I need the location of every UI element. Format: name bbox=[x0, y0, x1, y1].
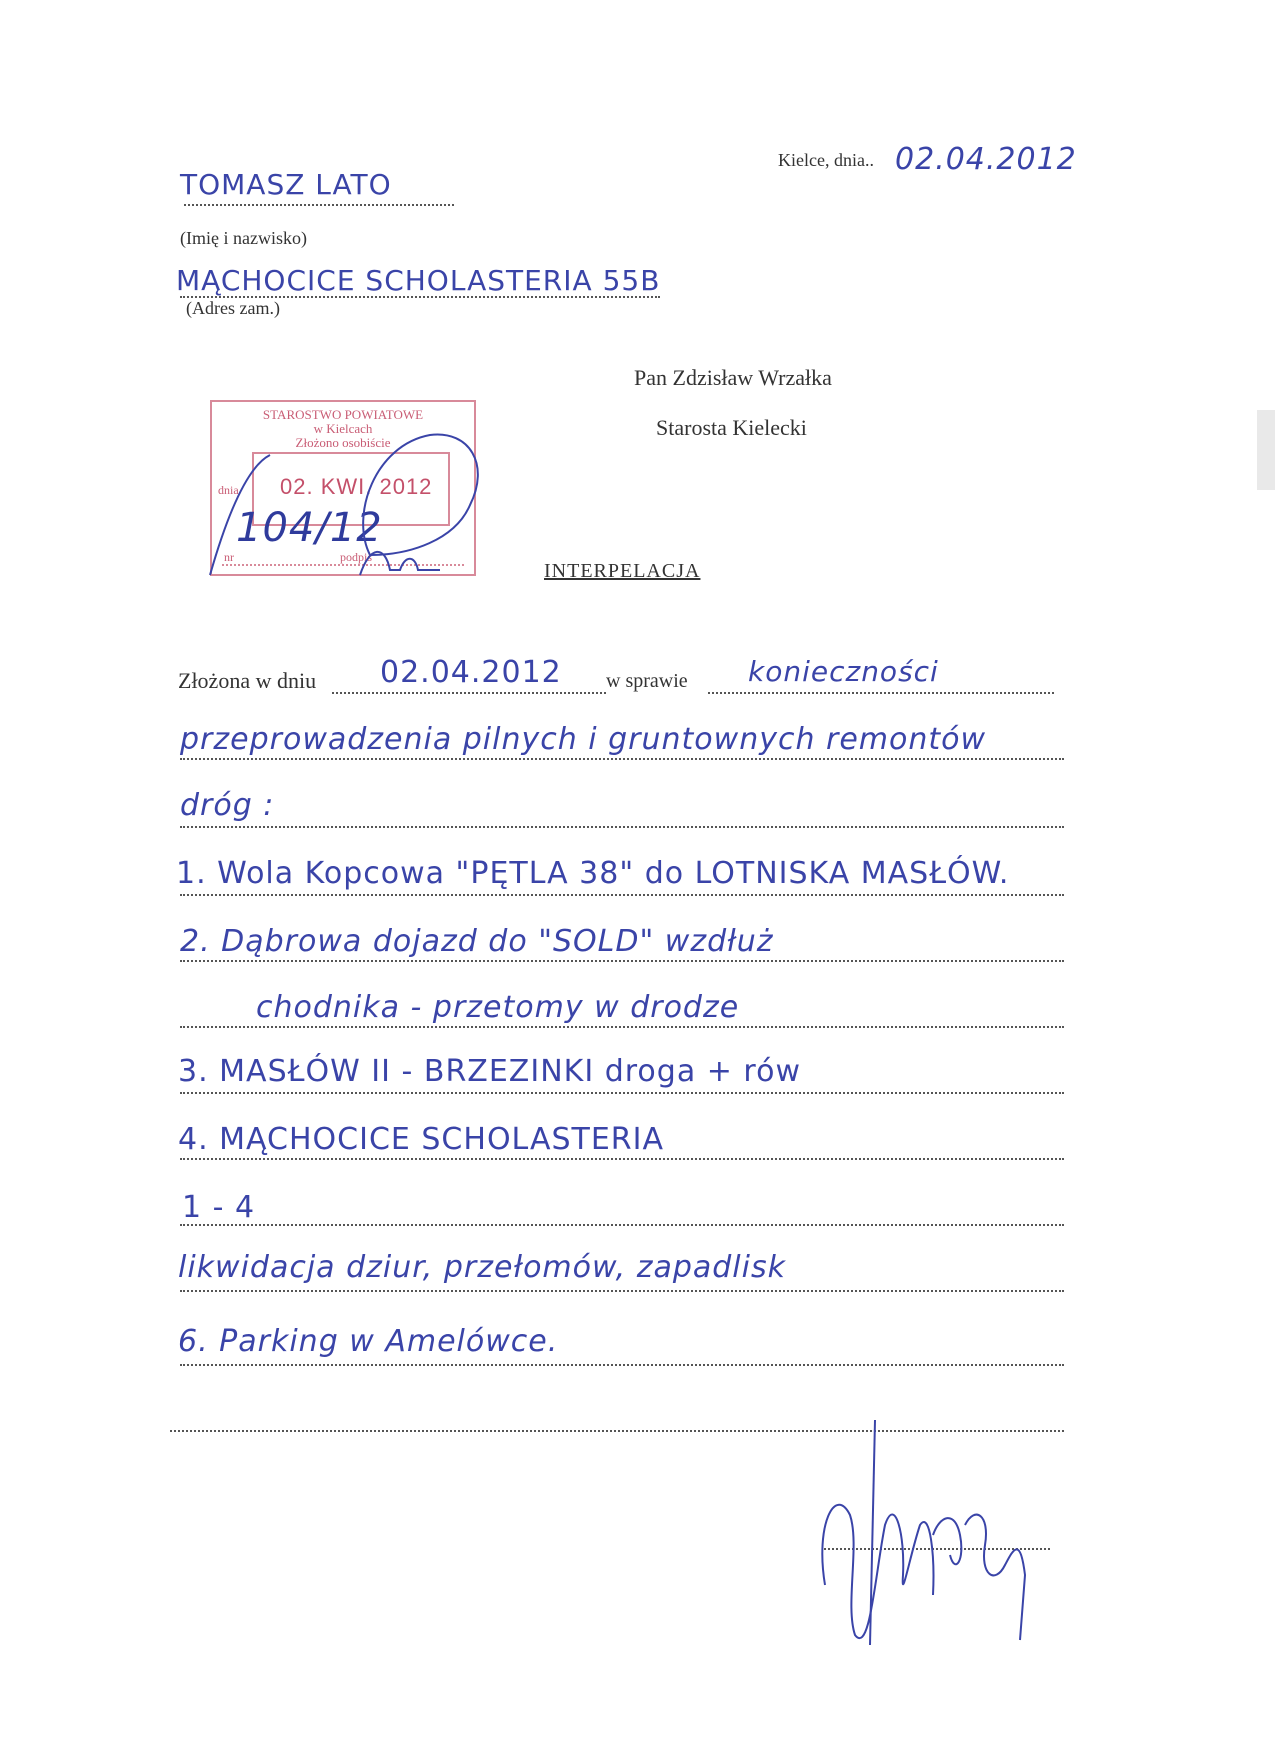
name-dotted-line bbox=[184, 204, 454, 206]
body-line-rule-9 bbox=[180, 1290, 1064, 1292]
body-line-4: 2. Dąbrowa dojazd do "SOLD" wzdłuż bbox=[180, 924, 774, 959]
stamp-line-1: STAROSTWO POWIATOWE bbox=[262, 407, 424, 422]
matter-line bbox=[708, 692, 1054, 694]
body-line-rule-8 bbox=[180, 1224, 1064, 1226]
body-line-rule-1 bbox=[180, 758, 1064, 760]
header-date: 02.04.2012 bbox=[895, 142, 1077, 177]
body-line-6: 3. MASŁÓW II - BRZEZINKI droga + rów bbox=[178, 1054, 801, 1089]
sender-name: TOMASZ LATO bbox=[180, 168, 392, 201]
body-line-rule-3 bbox=[180, 894, 1064, 896]
recipient-name: Pan Zdzisław Wrzałka bbox=[634, 365, 832, 390]
recipient-title: Starosta Kielecki bbox=[656, 415, 807, 440]
body-line-rule-5 bbox=[180, 1026, 1064, 1028]
stamp-line-2: w Kielcach bbox=[313, 421, 373, 436]
stamp-line-3: Złożono osobiście bbox=[295, 435, 391, 450]
body-line-3: 1. Wola Kopcowa "PĘTLA 38" do LOTNISKA MASŁÓW. bbox=[176, 856, 1010, 891]
body-line-rule-2 bbox=[180, 826, 1064, 828]
stamp-nr-label: nr bbox=[224, 550, 234, 564]
address-label: (Adres zam.) bbox=[186, 298, 280, 318]
name-label: (Imię i nazwisko) bbox=[180, 228, 307, 248]
matter-start: konieczności bbox=[748, 655, 939, 688]
submitted-label: Złożona w dniu bbox=[178, 668, 317, 693]
stamp-podpis-label: podpis bbox=[340, 550, 373, 564]
submitted-date: 02.04.2012 bbox=[380, 655, 562, 690]
body-line-rule-6 bbox=[180, 1092, 1064, 1094]
submitted-date-line bbox=[332, 692, 606, 694]
author-signature bbox=[815, 1415, 1035, 1655]
document-title: INTERPELACJA bbox=[544, 560, 701, 582]
matter-label: w sprawie bbox=[606, 670, 688, 692]
sender-address: MĄCHOCICE SCHOLASTERIA 55B bbox=[176, 264, 661, 297]
body-line-1: przeprowadzenia pilnych i gruntownych remontów bbox=[180, 722, 987, 757]
body-line-rule-4 bbox=[180, 960, 1064, 962]
body-line-8: 1 - 4 bbox=[182, 1190, 256, 1225]
stamp-date: 02. KWI. 2012 bbox=[280, 474, 433, 499]
body-line-9: likwidacja dziur, przełomów, zapadlisk bbox=[178, 1250, 786, 1285]
body-line-10: 6. Parking w Amelówce. bbox=[178, 1324, 559, 1359]
stamp-dnia-label: dnia bbox=[218, 483, 239, 497]
city-label: Kielce, dnia.. bbox=[778, 150, 874, 170]
body-line-5: chodnika - przetomy w drodze bbox=[256, 990, 740, 1025]
scan-edge-shadow bbox=[1257, 410, 1275, 490]
body-line-rule-7 bbox=[180, 1158, 1064, 1160]
body-line-rule-10 bbox=[180, 1364, 1064, 1366]
body-line-7: 4. MĄCHOCICE SCHOLASTERIA bbox=[178, 1122, 665, 1157]
stamp-signature-scribble bbox=[200, 425, 500, 595]
stamp-registration-number: 104/12 bbox=[236, 505, 383, 551]
body-line-2: dróg : bbox=[180, 788, 275, 823]
